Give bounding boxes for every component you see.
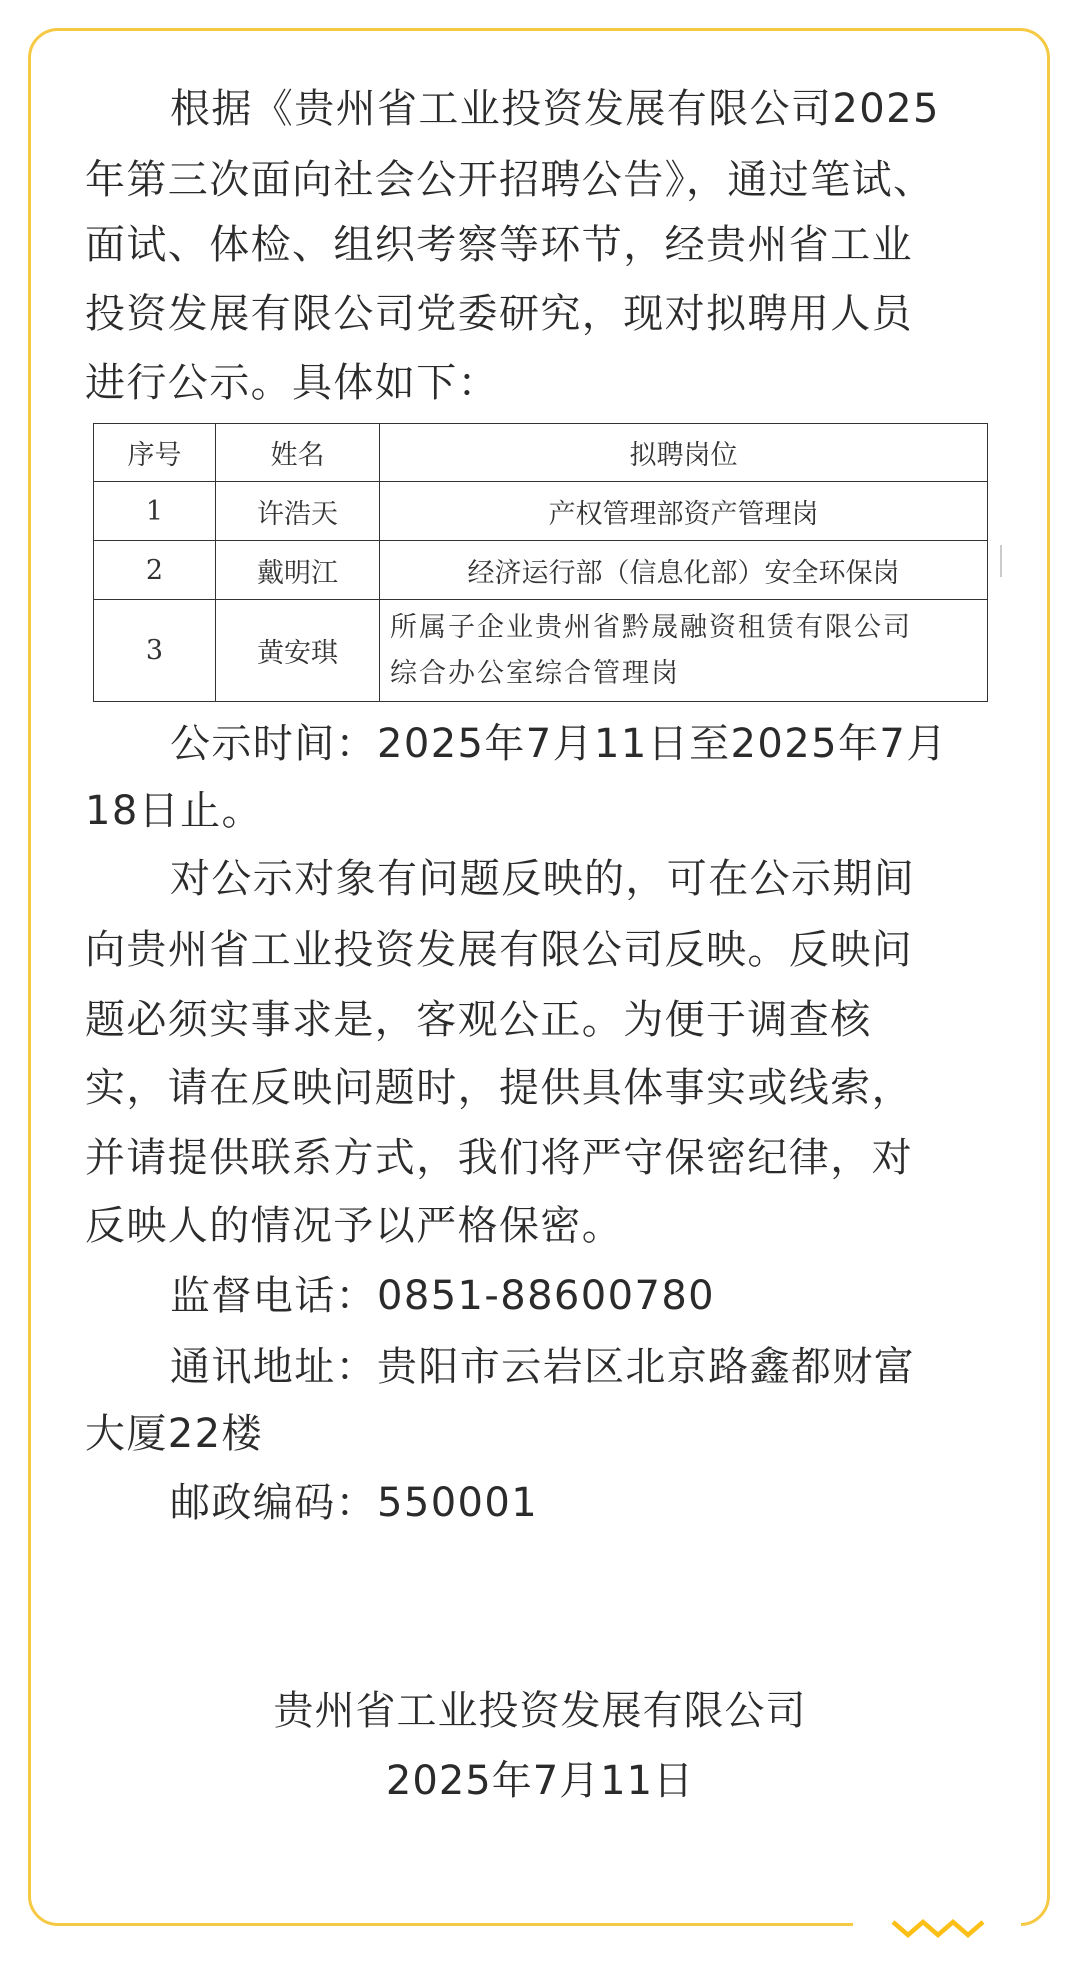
signature-date: 2025年7月11日 <box>385 1758 695 1804</box>
position-line: 综合办公室综合管理岗 <box>390 657 680 689</box>
table-row <box>94 482 988 541</box>
row-name: 许浩天 <box>216 482 380 541</box>
row-no: 3 <box>94 600 216 702</box>
postcode-line: 邮政编码：550001 <box>170 1480 539 1526</box>
table-row <box>94 600 988 702</box>
phone-line: 监督电话：0851-88600780 <box>170 1273 716 1319</box>
intro-line: 根据《贵州省工业投资发展有限公司2025 <box>170 86 940 132</box>
intro-line: 进行公示。具体如下： <box>85 360 499 406</box>
intro-line: 年第三次面向社会公开招聘公告》，通过笔试、 <box>85 157 935 203</box>
signature-org: 贵州省工业投资发展有限公司 <box>273 1688 807 1734</box>
header-no: 序号 <box>94 424 216 482</box>
feedback-line: 题必须实事求是，客观公正。为便于调查核 <box>85 997 872 1043</box>
candidate-table <box>93 423 988 702</box>
intro-line: 面试、体检、组织考察等环节，经贵州省工业 <box>85 222 913 268</box>
position-line: 所属子企业贵州省黔晟融资租赁有限公司 <box>390 611 912 643</box>
header-name: 姓名 <box>216 424 380 482</box>
row-position <box>380 600 988 702</box>
feedback-line: 反映人的情况予以严格保密。 <box>85 1203 624 1249</box>
table-edge-mark <box>1000 545 1002 577</box>
period-line: 公示时间：2025年7月11日至2025年7月 <box>170 721 948 767</box>
row-no: 1 <box>94 482 216 541</box>
feedback-line: 实，请在反映问题时，提供具体事实或线索， <box>85 1065 913 1111</box>
row-name: 黄安琪 <box>216 600 380 702</box>
period-line: 18日止。 <box>85 788 263 834</box>
zigzag-decoration-icon <box>890 1918 986 1940</box>
feedback-line: 向贵州省工业投资发展有限公司反映。反映问 <box>85 927 913 973</box>
row-position: 产权管理部资产管理岗 <box>380 482 988 541</box>
address-line: 通讯地址：贵阳市云岩区北京路鑫都财富 <box>170 1344 916 1390</box>
intro-line: 投资发展有限公司党委研究，现对拟聘用人员 <box>85 291 913 337</box>
feedback-line: 对公示对象有问题反映的，可在公示期间 <box>170 856 916 902</box>
row-name: 戴明江 <box>216 541 380 600</box>
feedback-line: 并请提供联系方式，我们将严守保密纪律，对 <box>85 1135 913 1181</box>
table-header-row <box>94 424 988 482</box>
row-position: 经济运行部（信息化部）安全环保岗 <box>380 541 988 600</box>
address-line: 大厦22楼 <box>85 1411 263 1457</box>
table-row <box>94 541 988 600</box>
row-no: 2 <box>94 541 216 600</box>
header-position: 拟聘岗位 <box>380 424 988 482</box>
